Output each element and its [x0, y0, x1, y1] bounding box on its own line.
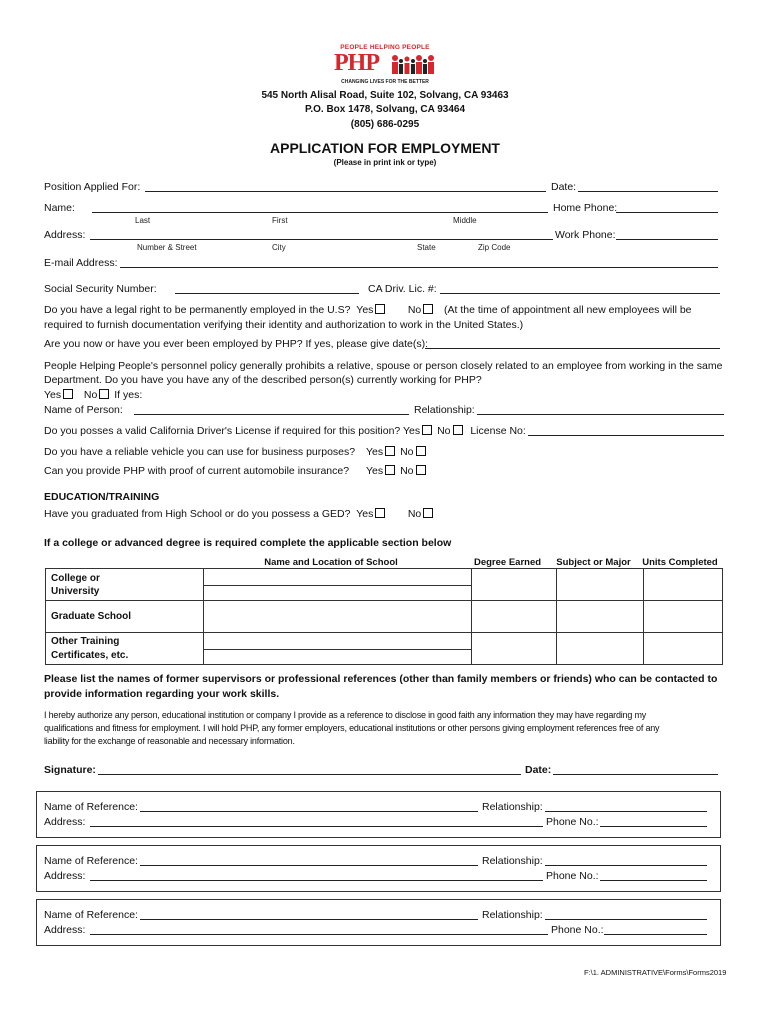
- ref2-relationship-label: Relationship:: [482, 855, 543, 867]
- city-caption: City: [272, 243, 286, 252]
- legal-right-text: Do you have a legal right to be permanently employed in the U.S?: [44, 304, 351, 316]
- position-field[interactable]: [145, 191, 546, 192]
- insurance-no-label: No: [400, 465, 414, 477]
- ssn-field[interactable]: [175, 293, 359, 294]
- license-yes-checkbox[interactable]: [422, 425, 432, 435]
- home-phone-label: Home Phone:: [553, 202, 618, 214]
- graduate-degree-cell[interactable]: [472, 601, 557, 633]
- license-no-field-label: License No:: [470, 425, 526, 437]
- email-label: E-mail Address:: [44, 257, 118, 269]
- ref3-address-field[interactable]: [90, 934, 548, 935]
- insurance-question: Can you provide PHP with proof of current automobile insurance?: [44, 465, 350, 477]
- education-heading: EDUCATION/TRAINING: [44, 491, 160, 503]
- policy-text-2: Department. Do you have you have any of the described person(s) currently working for PHP?: [44, 374, 482, 386]
- vehicle-no-checkbox[interactable]: [416, 446, 426, 456]
- ref2-name-label: Name of Reference:: [44, 855, 138, 867]
- employed-dates-field[interactable]: [425, 348, 720, 349]
- ca-license-label: CA Driv. Lic. #:: [368, 283, 437, 295]
- college-label-2: University: [51, 585, 100, 597]
- other-school-cell[interactable]: [204, 633, 472, 665]
- signature-date-label: Date:: [525, 764, 552, 776]
- form-title: APPLICATION FOR EMPLOYMENT: [270, 140, 500, 156]
- vehicle-answers: [366, 446, 428, 458]
- vehicle-yes-label: Yes: [366, 446, 384, 458]
- relative-no-checkbox[interactable]: [99, 389, 109, 399]
- ca-license-field[interactable]: [440, 293, 720, 294]
- reference-box-3: [36, 899, 721, 946]
- middle-name-caption: Middle: [453, 216, 477, 225]
- other-units-cell[interactable]: [644, 633, 723, 665]
- ref1-name-label: Name of Reference:: [44, 801, 138, 813]
- references-instruction-2: provide information regarding your work skills.: [44, 688, 280, 700]
- ref3-address-label: Address:: [44, 924, 86, 936]
- license-no-label: No: [437, 425, 451, 437]
- logo-top-text: PEOPLE HELPING PEOPLE: [340, 44, 430, 51]
- college-school-cell[interactable]: [204, 569, 472, 601]
- college-note: If a college or advanced degree is required complete the applicable section below: [44, 537, 452, 549]
- logo-people-icon: [390, 54, 438, 76]
- other-subject-cell[interactable]: [557, 633, 644, 665]
- legal-no-checkbox[interactable]: [423, 304, 433, 314]
- row-label-college: [46, 569, 204, 601]
- relative-yes-label: Yes: [44, 389, 62, 401]
- name-of-person-label: Name of Person:: [44, 404, 123, 416]
- insurance-no-checkbox[interactable]: [416, 465, 426, 475]
- col-header-school: Name and Location of School: [264, 557, 398, 568]
- ref3-name-label: Name of Reference:: [44, 909, 138, 921]
- employed-question: Are you now or have you ever been employed by PHP? If yes, please give date(s):: [44, 338, 429, 350]
- insurance-answers: [366, 465, 428, 477]
- policy-text-1: People Helping People's personnel policy generally prohibits a relative, spouse or person closely related to an employee from working in the same: [44, 360, 723, 372]
- ref1-phone-label: Phone No.:: [546, 816, 599, 828]
- relationship-label: Relationship:: [414, 404, 475, 416]
- ref2-name-field[interactable]: [140, 865, 478, 866]
- home-phone-field[interactable]: [616, 212, 718, 213]
- graduate-label: Graduate School: [51, 611, 132, 622]
- org-address-street: 545 North Alisal Road, Suite 102, Solvang, CA 93463: [261, 90, 509, 101]
- work-phone-field[interactable]: [616, 239, 718, 240]
- signature-label: Signature:: [44, 764, 96, 776]
- education-table: [45, 568, 723, 665]
- name-of-person-field[interactable]: [134, 414, 409, 415]
- signature-date-field[interactable]: [553, 774, 718, 775]
- zip-caption: Zip Code: [478, 243, 511, 252]
- ref3-name-field[interactable]: [140, 919, 478, 920]
- vehicle-no-label: No: [400, 446, 414, 458]
- address-label: Address:: [44, 229, 86, 241]
- college-units-cell[interactable]: [644, 569, 723, 601]
- row-label-other: [46, 633, 204, 665]
- license-question-row: [44, 425, 526, 437]
- license-question: Do you posses a valid California Driver's License if required for this position?: [44, 425, 401, 437]
- col-header-subject: Subject or Major: [556, 557, 631, 568]
- state-caption: State: [417, 243, 436, 252]
- col-header-units: Units Completed: [642, 557, 718, 568]
- ref2-address-field[interactable]: [90, 880, 543, 881]
- col-header-degree: Degree Earned: [473, 557, 542, 568]
- vehicle-yes-checkbox[interactable]: [385, 446, 395, 456]
- email-field[interactable]: [120, 267, 718, 268]
- ref1-relationship-field[interactable]: [545, 811, 707, 812]
- org-address-po: P.O. Box 1478, Solvang, CA 93464: [304, 104, 466, 115]
- row-label-graduate: [46, 601, 204, 633]
- license-no-checkbox[interactable]: [453, 425, 463, 435]
- references-instruction-1: Please list the names of former supervisors or professional references (other than family members or friends) who can be contacted to: [44, 673, 718, 685]
- name-field[interactable]: [92, 212, 548, 213]
- ref1-address-field[interactable]: [90, 826, 543, 827]
- reference-box-1: [36, 791, 721, 838]
- ged-no-checkbox[interactable]: [423, 508, 433, 518]
- ged-question: Have you graduated from High School or do you possess a GED?: [44, 508, 351, 520]
- first-name-caption: First: [272, 216, 288, 225]
- form-subtitle: (Please in print ink or type): [333, 158, 437, 167]
- work-phone-label: Work Phone:: [555, 229, 616, 241]
- org-phone: (805) 686-0295: [350, 119, 420, 130]
- other-label-2: Certificates, etc.: [51, 649, 129, 661]
- date-field[interactable]: [578, 191, 718, 192]
- logo-letters: PHP: [334, 50, 379, 76]
- ref3-phone-field[interactable]: [604, 934, 707, 935]
- ssn-label: Social Security Number:: [44, 283, 157, 295]
- insurance-yes-checkbox[interactable]: [385, 465, 395, 475]
- college-label-1: College or: [51, 572, 100, 584]
- ref3-relationship-field[interactable]: [545, 919, 707, 920]
- reference-box-2: [36, 845, 721, 892]
- legal-note: (At the time of appointment all new employees will be: [444, 304, 692, 316]
- legal-note-cont: required to furnish documentation verifying their identity and authorization to work in the United States.): [44, 319, 524, 331]
- insurance-yes-label: Yes: [366, 465, 384, 477]
- ref1-name-field[interactable]: [140, 811, 478, 812]
- other-label-1: Other Training: [51, 635, 120, 647]
- relative-answer-row: [44, 389, 142, 401]
- graduate-units-cell[interactable]: [644, 601, 723, 633]
- ged-yes-label: Yes: [356, 508, 374, 520]
- graduate-subject-cell[interactable]: [557, 601, 644, 633]
- vehicle-question: Do you have a reliable vehicle you can use for business purposes?: [44, 446, 356, 458]
- if-yes-label: If yes:: [114, 389, 143, 401]
- license-number-field[interactable]: [528, 435, 724, 436]
- table-row: [46, 569, 723, 601]
- ref2-phone-field[interactable]: [600, 880, 707, 881]
- php-logo: [332, 44, 438, 86]
- date-label: Date:: [551, 181, 577, 193]
- college-subject-cell[interactable]: [557, 569, 644, 601]
- relationship-field[interactable]: [477, 414, 724, 415]
- address-field[interactable]: [90, 239, 553, 240]
- street-caption: Number & Street: [137, 243, 197, 252]
- ref3-relationship-label: Relationship:: [482, 909, 543, 921]
- ged-yes-checkbox[interactable]: [375, 508, 385, 518]
- name-label: Name:: [44, 202, 75, 214]
- ref2-relationship-field[interactable]: [545, 865, 707, 866]
- authorization-text-3: liability for the exchange of reasonable and necessary information.: [44, 736, 295, 746]
- authorization-text-2: qualifications and fitness for employment. I will hold PHP, any former employers, educational institutions or other persons giving employment references free of any: [44, 723, 660, 733]
- logo-tagline: CHANGING LIVES FOR THE BETTER: [341, 79, 429, 85]
- table-row: [46, 601, 723, 633]
- ref2-phone-label: Phone No.:: [546, 870, 599, 882]
- position-label: Position Applied For:: [44, 181, 141, 193]
- ref3-phone-label: Phone No.:: [551, 924, 604, 936]
- relative-yes-checkbox[interactable]: [63, 389, 73, 399]
- other-degree-cell[interactable]: [472, 633, 557, 665]
- legal-yes-checkbox[interactable]: [375, 304, 385, 314]
- license-yes-label: Yes: [403, 425, 421, 437]
- legal-right-question: [44, 304, 692, 316]
- footer-path: F:\1. ADMINISTRATIVE\Forms\Forms2019: [584, 968, 727, 977]
- ged-no-label: No: [407, 508, 422, 520]
- ref1-address-label: Address:: [44, 816, 86, 828]
- ref2-address-label: Address:: [44, 870, 86, 882]
- table-row: [46, 633, 723, 665]
- ref1-phone-field[interactable]: [600, 826, 707, 827]
- last-name-caption: Last: [135, 216, 151, 225]
- ref1-relationship-label: Relationship:: [482, 801, 543, 813]
- legal-no-label: No: [407, 304, 422, 316]
- signature-field[interactable]: [98, 774, 521, 775]
- legal-yes-label: Yes: [356, 304, 374, 316]
- authorization-text-1: I hereby authorize any person, educational institution or company I provide as a reference to disclose in good faith any information they may have regarding my: [44, 710, 647, 720]
- relative-no-label: No: [83, 389, 98, 401]
- ged-question-row: [44, 508, 435, 520]
- college-degree-cell[interactable]: [472, 569, 557, 601]
- graduate-school-cell[interactable]: [204, 601, 472, 633]
